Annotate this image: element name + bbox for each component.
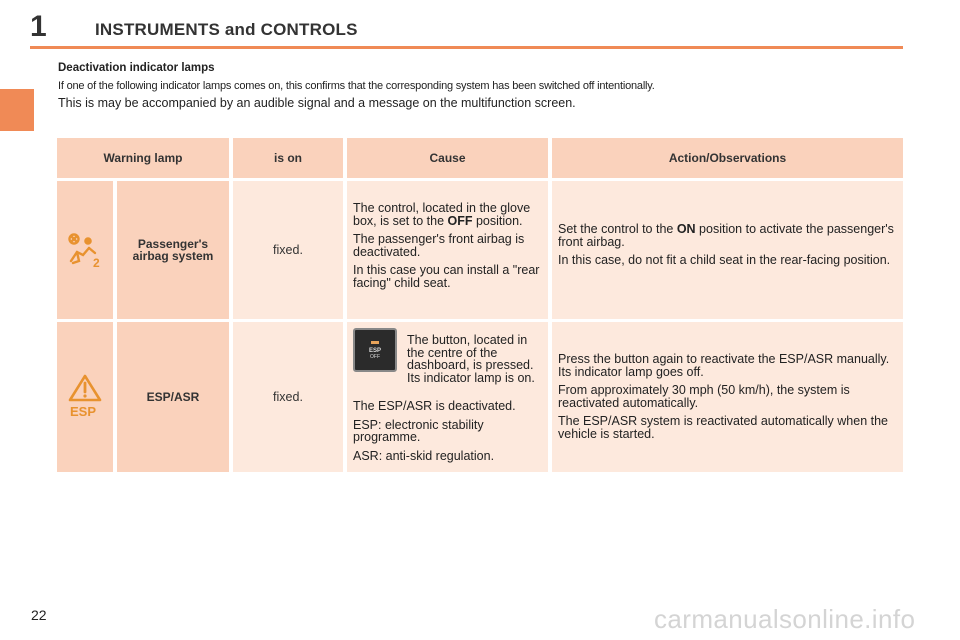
section-title: Deactivation indicator lamps — [58, 62, 215, 74]
esp-button-sublabel: OFF — [370, 353, 380, 360]
esp-button-label: ESP — [368, 347, 381, 354]
row2-is-on: fixed. — [273, 390, 303, 404]
svg-text:2: 2 — [93, 256, 100, 270]
header-rule — [30, 46, 903, 49]
row2-cause-cell — [347, 322, 548, 472]
row2-action-p3: The ESP/ASR system is reactivated automatically when the vehicle is started. — [558, 414, 889, 441]
row1-cause-off-label: OFF — [447, 213, 473, 228]
chapter-number: 1 — [30, 10, 47, 43]
row1-action-p2: In this case, do not fit a child seat in the rear-facing position. — [558, 253, 891, 267]
passenger-airbag-off-icon — [65, 231, 105, 271]
row2-cause-p2: The ESP/ASR is deactivated. — [353, 399, 516, 413]
row2-cause-rest — [353, 400, 549, 462]
row2-icon-cell — [57, 322, 113, 472]
row2-action-p2: From approximately 30 mph (50 km/h), the system is reactivated automatically. — [558, 383, 850, 410]
row2-cause-p1: The button, located in the centre of the dashboard, is pressed. Its indicator lamp is on. — [407, 333, 535, 385]
row1-action-on-label: ON — [676, 222, 696, 236]
chapter-title: INSTRUMENTS and CONTROLS — [95, 20, 358, 39]
row1-is-on-cell — [233, 181, 343, 319]
row1-cause-p1-post: position. — [472, 213, 523, 228]
row1-system-cell — [117, 181, 229, 319]
row2-system-cell — [117, 322, 229, 472]
intro-text-1: If one of the following indicator lamps comes on, this confirms that the corresponding system has been switched off intentionally. — [58, 80, 655, 92]
esp-off-button-icon — [353, 328, 397, 372]
row1-action-p1-pre: Set the control to the — [558, 222, 677, 236]
row2-action-p1: Press the button again to reactivate the ESP/ASR manually. Its indicator lamp goes off. — [558, 352, 890, 379]
row1-icon-cell — [57, 181, 113, 319]
watermark: carmanualsonline.info — [654, 604, 916, 634]
row1-cause-p1 — [353, 202, 542, 227]
svg-text:ESP: ESP — [70, 404, 97, 418]
row2-is-on-cell — [233, 322, 343, 472]
esp-warning-icon — [67, 374, 103, 418]
row2-cause-p3: ESP: electronic stability programme. — [353, 417, 484, 444]
page-number: 22 — [31, 607, 47, 623]
row1-cause-p1-pre: The control, located in the glove box, is set to the — [353, 201, 531, 228]
row1-action-cell — [552, 181, 903, 319]
row1-action-p1-post: position to activate the passenger's front airbag. — [558, 222, 894, 249]
row1-cause-cell — [347, 181, 548, 319]
esp-button-lamp — [371, 341, 379, 344]
indicator-lamps-table — [57, 138, 903, 472]
row1-system-name: Passenger's airbag system — [132, 237, 214, 263]
row1-is-on: fixed. — [273, 243, 303, 257]
header-cause: Cause — [347, 138, 548, 178]
row1-cause-p2: The passenger's front airbag is deactivated. — [353, 232, 525, 259]
row2-system-name: ESP/ASR — [146, 390, 200, 404]
header-is-on: is on — [233, 138, 343, 178]
intro-text-2: This is may be accompanied by an audible signal and a message on the multifunction screen. — [58, 96, 576, 110]
row1-cause-p3: In this case you can install a "rear facing" child seat. — [353, 263, 540, 290]
chapter-side-tab — [0, 89, 34, 131]
header-warning-lamp: Warning lamp — [57, 138, 229, 178]
row1-action-p1 — [558, 223, 897, 248]
row2-cause-p4: ASR: anti-skid regulation. — [353, 448, 495, 463]
row2-action-cell — [552, 322, 903, 472]
header-action: Action/Observations — [552, 138, 903, 178]
